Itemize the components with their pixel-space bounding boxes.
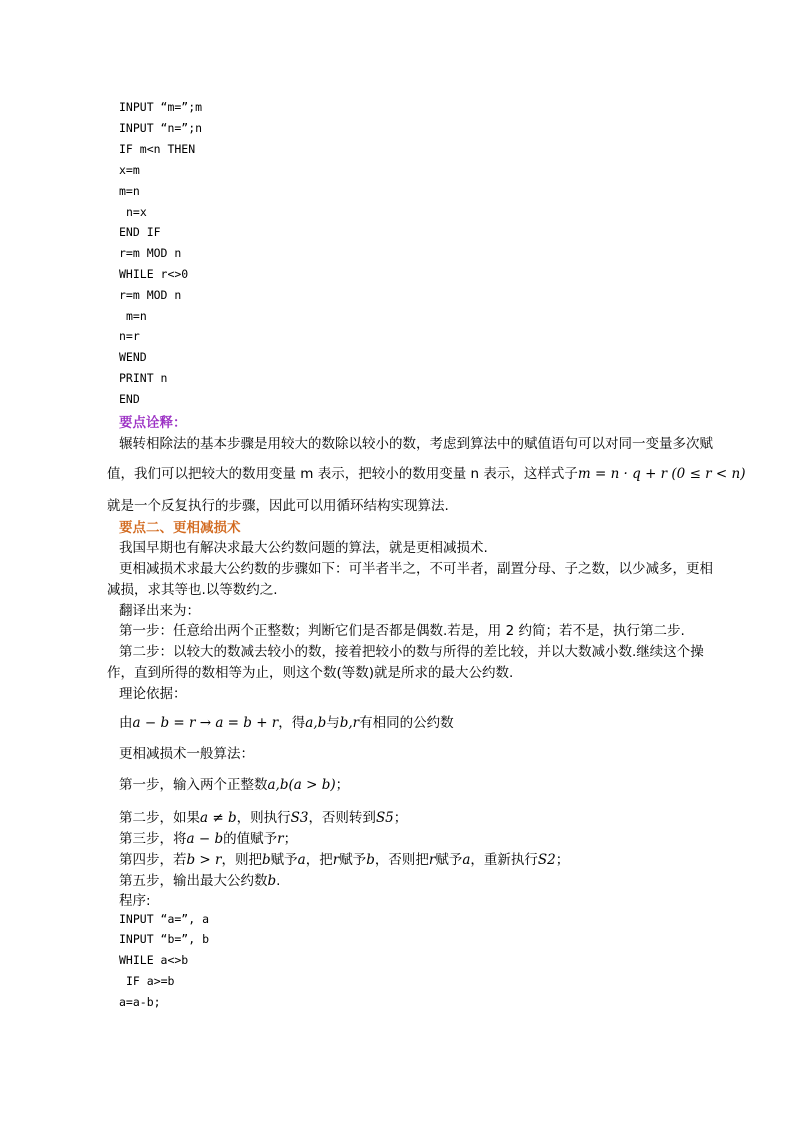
code-line: m=n: [126, 309, 147, 323]
formula: a − b: [186, 831, 224, 847]
formula: b: [262, 852, 271, 868]
formula: b: [366, 852, 375, 868]
step-line: 第二步：以较大的数减去较小的数，接着把较小的数与所得的差比较，并以大数减小数.继续这个操: [119, 644, 704, 660]
paragraph-line: 我国早期也有解决求最大公约数问题的算法，就是更相减损术.: [119, 540, 488, 556]
algorithm-step-2: 第二步，如果a ≠ b，则执行S3，否则转到S5；: [119, 810, 408, 826]
code-line: INPUT “m=”;m: [119, 100, 203, 114]
code-line: n=r: [119, 329, 140, 343]
formula: b: [267, 873, 277, 889]
formula: S5: [375, 810, 394, 826]
paragraph-line: 更相减损术求最大公约数的步骤如下：可半者半之，不可半者，副置分母、子之数，以少减多，更相: [119, 561, 713, 577]
formula: b,r: [339, 715, 360, 731]
code-line: END: [119, 392, 140, 406]
code-line: x=m: [119, 163, 140, 177]
formula: a,b(a > b): [267, 777, 336, 793]
code-line: INPUT “n=”;n: [119, 121, 203, 135]
formula: b > r: [186, 852, 222, 868]
section-heading-subtraction-method: 要点二、更相减损术: [119, 520, 241, 536]
formula: S2: [537, 852, 556, 868]
formula: m = n · q + r (0 ≤ r < n): [577, 466, 746, 482]
formula: r: [277, 831, 284, 847]
code-line: WEND: [119, 350, 147, 364]
code-line: r=m MOD n: [119, 246, 182, 260]
formula: r: [332, 852, 340, 868]
formula: a: [297, 852, 306, 868]
formula: a: [462, 852, 471, 868]
code-line: END IF: [119, 225, 161, 239]
theory-label: 理论依据：: [119, 686, 187, 702]
algorithm-label: 更相减损术一般算法：: [119, 746, 254, 762]
formula: S3: [290, 810, 309, 826]
formula: a ≠ b: [200, 810, 237, 826]
code-line: IF a>=b: [126, 974, 175, 988]
code-line: r=m MOD n: [119, 288, 182, 302]
algorithm-step-4: 第四步，若b > r，则把b赋予a，把r赋予b，否则把r赋予a，重新执行S2；: [119, 852, 570, 868]
formula: a,b: [305, 715, 327, 731]
code-line: WHILE r<>0: [119, 267, 189, 281]
formula: r: [428, 852, 436, 868]
formula: a − b = r → a = b + r: [132, 715, 279, 731]
paragraph-line: 辗转相除法的基本步骤是用较大的数除以较小的数，考虑到算法中的赋值语句可以对同一变量多次赋: [119, 436, 713, 452]
code-line: m=n: [119, 184, 140, 198]
code-line: PRINT n: [119, 371, 168, 385]
paragraph-line: 翻译出来为：: [119, 603, 200, 619]
algorithm-step-3: 第三步，将a − b的值赋予r；: [119, 831, 298, 847]
code-line: n=x: [126, 205, 147, 219]
paragraph-line: 就是一个反复执行的步骤，因此可以用循环结构实现算法.: [107, 498, 449, 514]
code-line: IF m<n THEN: [119, 142, 196, 156]
step-line: 作，直到所得的数相等为止，则这个数(等数)就是所求的最大公约数.: [107, 665, 514, 681]
paragraph-line: 值，我们可以把较大的数用变量 m 表示，把较小的数用变量 n 表示，这样式子m = n · q + r (0 ≤ r < n): [107, 466, 746, 482]
code-line: INPUT “b=”, b: [119, 932, 210, 946]
theory-statement: 由a − b = r → a = b + r，得a,b与b,r有相同的公约数: [119, 715, 454, 731]
paragraph-line: 减损，求其等也.以等数约之.: [107, 582, 278, 598]
section-heading-explanation: 要点诠释：: [119, 415, 187, 431]
step-line: 第一步：任意给出两个正整数；判断它们是否都是偶数.若是，用 2 约简；若不是，执行第二步.: [119, 623, 685, 639]
code-line: INPUT “a=”, a: [119, 912, 210, 926]
program-label: 程序:: [119, 893, 151, 909]
code-line: a=a-b;: [119, 995, 161, 1009]
algorithm-step-5: 第五步，输出最大公约数b.: [119, 873, 281, 889]
code-line: WHILE a<>b: [119, 953, 189, 967]
algorithm-step-1: 第一步，输入两个正整数a,b(a > b)；: [119, 777, 350, 793]
